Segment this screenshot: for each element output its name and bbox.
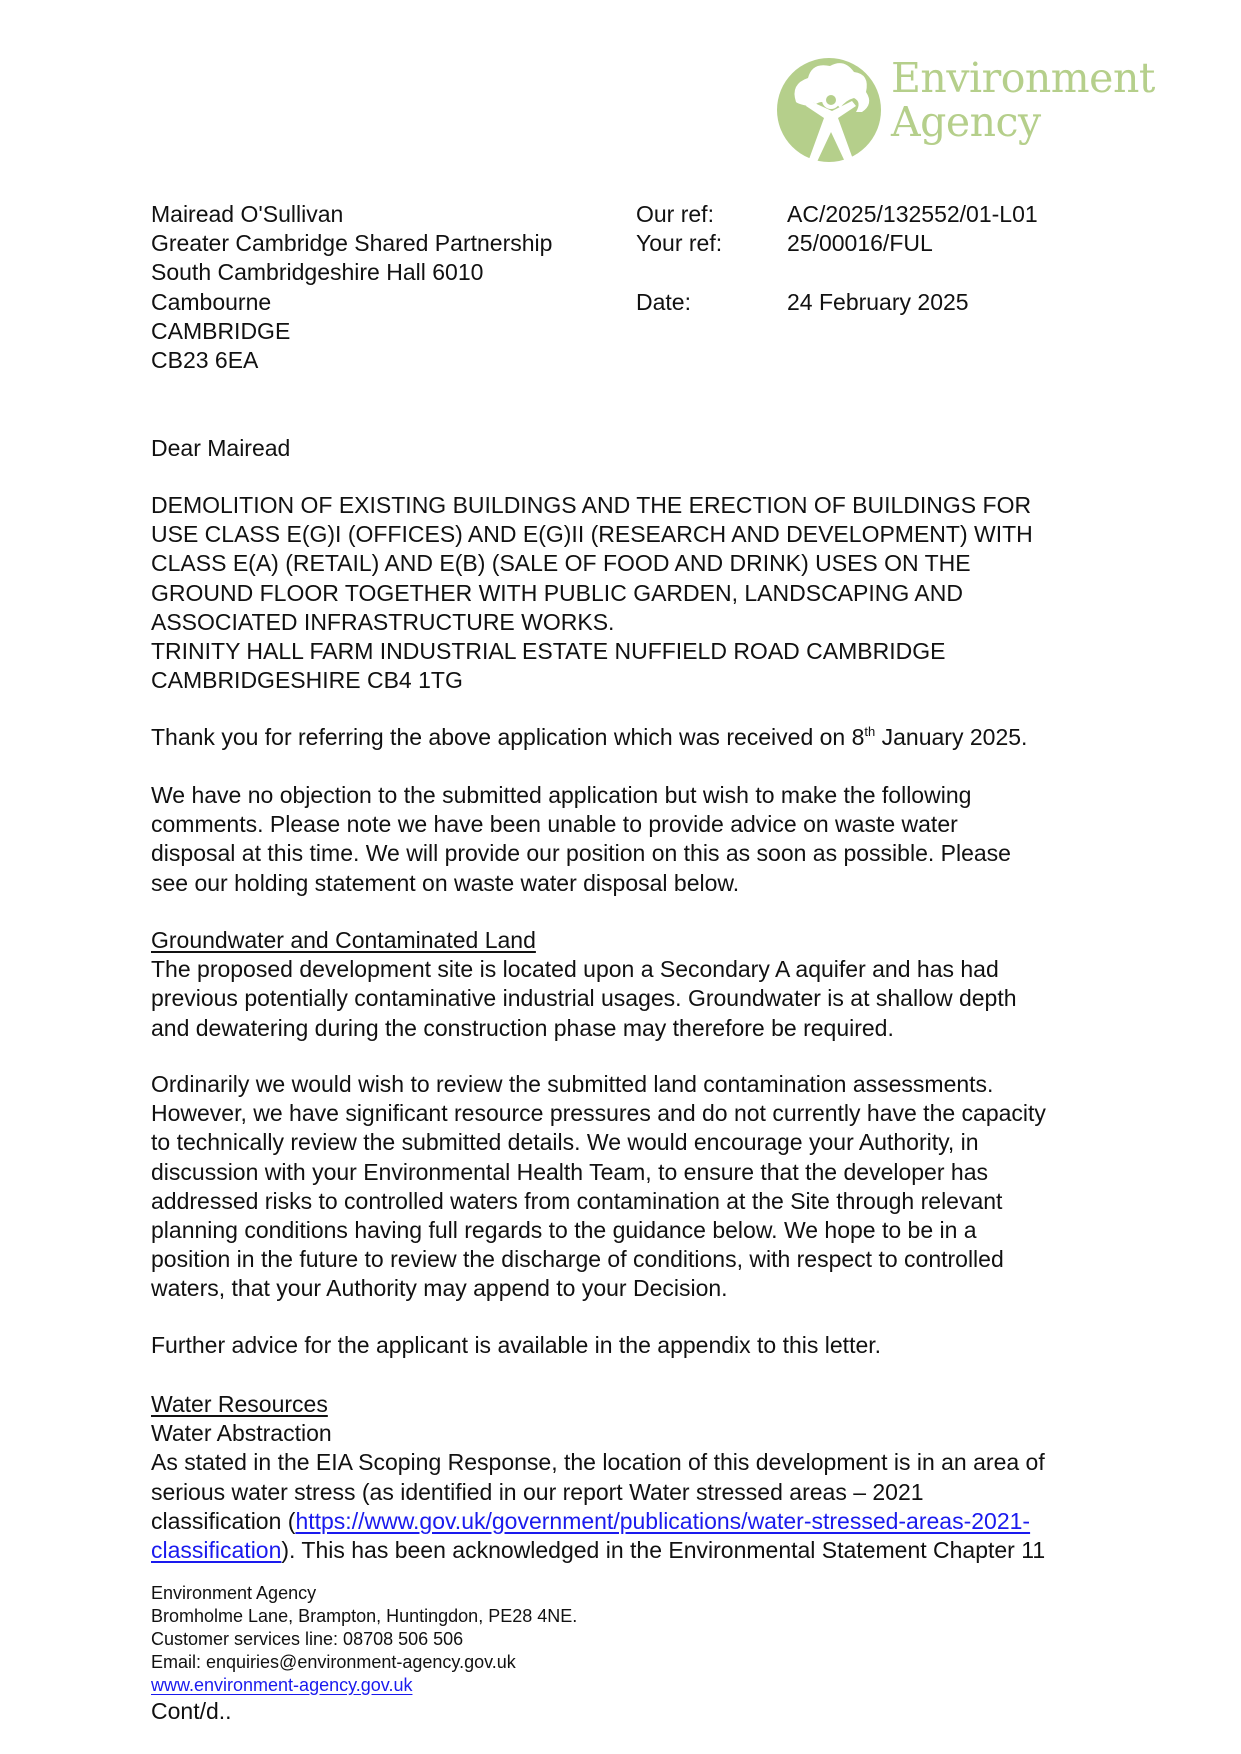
subject-line: CLASS E(A) (RETAIL) AND E(B) (SALE OF FOOD AND DRINK) USES ON THE [151,550,971,577]
date-value: 24 February 2025 [787,288,969,315]
paragraph-line: discussion with your Environmental Health Team, to ensure that the developer has [151,1158,988,1185]
paragraph-line: However, we have significant resource pressures and do not currently have the capacity [151,1100,1046,1127]
water-line: ). This has been acknowledged in the Environmental Statement Chapter 11 [281,1536,1046,1563]
environment-agency-logo [776,50,1156,172]
continued-note: Cont/d.. [151,1698,232,1724]
address-line: South Cambridgeshire Hall 6010 [151,259,484,286]
footer-phone: Customer services line: 08708 506 506 [151,1628,464,1649]
groundwater-paragraph-1 [151,955,1017,1043]
reference-block [636,200,1038,317]
address-line: Greater Cambridge Shared Partnership [151,230,553,257]
water-resources-heading: Water Resources [151,1391,328,1417]
subject-line: USE CLASS E(G)I (OFFICES) AND E(G)II (RESEARCH AND DEVELOPMENT) WITH [151,521,1033,548]
footer-email: Email: enquiries@environment-agency.gov.uk [151,1651,516,1672]
address-line: Cambourne [151,288,272,315]
recipient-address [151,200,552,375]
groundwater-section [151,926,1017,1043]
paragraph-line: and dewatering during the construction phase may therefore be required. [151,1014,894,1041]
footer-website-link[interactable]: www.environment-agency.gov.uk [151,1674,413,1695]
subject-line: DEMOLITION OF EXISTING BUILDINGS AND THE ERECTION OF BUILDINGS FOR [151,492,1032,518]
paragraph-line: to technically review the submitted details. We would encourage your Authority, in [151,1129,979,1156]
paragraph-line: The proposed development site is located upon a Secondary A aquifer and has had [151,956,999,983]
our-ref-label: Our ref: [636,201,714,227]
date-label: Date: [636,288,691,315]
paragraph-line: We have no objection to the submitted application but wish to make the following [151,782,972,808]
paragraph-line: disposal at this time. We will provide our position on this as soon as possible. Please [151,840,1011,867]
footer-address: Bromholme Lane, Brampton, Huntingdon, PE28 4NE. [151,1605,578,1626]
paragraph-line: position in the future to review the discharge of conditions, with respect to controlled [151,1246,1004,1273]
water-stressed-areas-link[interactable]: https://www.gov.uk/government/publications/water-stressed-areas-2021- [295,1507,1031,1534]
water-line: classification ( [151,1507,296,1534]
paragraph-line: previous potentially contaminative industrial usages. Groundwater is at shallow depth [151,985,1017,1012]
water-stressed-areas-link-cont[interactable]: classification [151,1536,282,1563]
paragraph-line: addressed risks to controlled waters from contamination at the Site through relevant [151,1187,1003,1214]
footer [151,1582,577,1696]
subject-line: GROUND FLOOR TOGETHER WITH PUBLIC GARDEN, LANDSCAPING AND [151,579,963,606]
our-ref-value: AC/2025/132552/01-L01 [787,201,1038,227]
tree-figure-icon [776,50,886,172]
address-line: Mairead O'Sullivan [151,201,344,227]
your-ref-value: 25/00016/FUL [787,230,933,257]
address-line: CB23 6EA [151,346,259,373]
logo-text-agency: Agency [891,98,1041,146]
groundwater-paragraph-2 [151,1070,1046,1304]
logo-text-environment: Environment [891,54,1155,102]
salutation: Dear Mairead [151,435,291,461]
paragraph-line: waters, that your Authority may append to your Decision. [151,1275,728,1302]
footer-org: Environment Agency [151,1583,317,1603]
thanks-superscript: th [864,724,876,739]
thanks-paragraph [151,723,1027,752]
subject-heading [151,491,1033,695]
address-line: CAMBRIDGE [151,317,291,344]
paragraph-line: see our holding statement on waste water disposal below. [151,869,740,896]
water-line: As stated in the EIA Scoping Response, the location of this development is in an area of [151,1449,1045,1476]
thanks-text-end: January 2025. [875,724,1028,750]
paragraph-line: planning conditions having full regards to the guidance below. We hope to be in a [151,1216,977,1243]
thanks-text: Thank you for referring the above application which was received on 8 [151,724,865,750]
groundwater-heading: Groundwater and Contaminated Land [151,927,536,953]
subject-line: ASSOCIATED INFRASTRUCTURE WORKS. [151,608,615,635]
groundwater-paragraph-3: Further advice for the applicant is available in the appendix to this letter. [151,1332,882,1358]
subject-line: TRINITY HALL FARM INDUSTRIAL ESTATE NUFFIELD ROAD CAMBRIDGE [151,637,946,664]
water-line: serious water stress (as identified in our report Water stressed areas – 2021 [151,1478,924,1505]
water-resources-section [151,1390,1045,1565]
water-abstraction-subheading: Water Abstraction [151,1420,332,1447]
subject-line: CAMBRIDGESHIRE CB4 1TG [151,667,463,694]
paragraph-line: comments. Please note we have been unable to provide advice on waste water [151,811,958,838]
your-ref-label: Your ref: [636,230,723,257]
intro-paragraph [151,781,1011,898]
paragraph-line: Ordinarily we would wish to review the submitted land contamination assessments. [151,1071,994,1097]
